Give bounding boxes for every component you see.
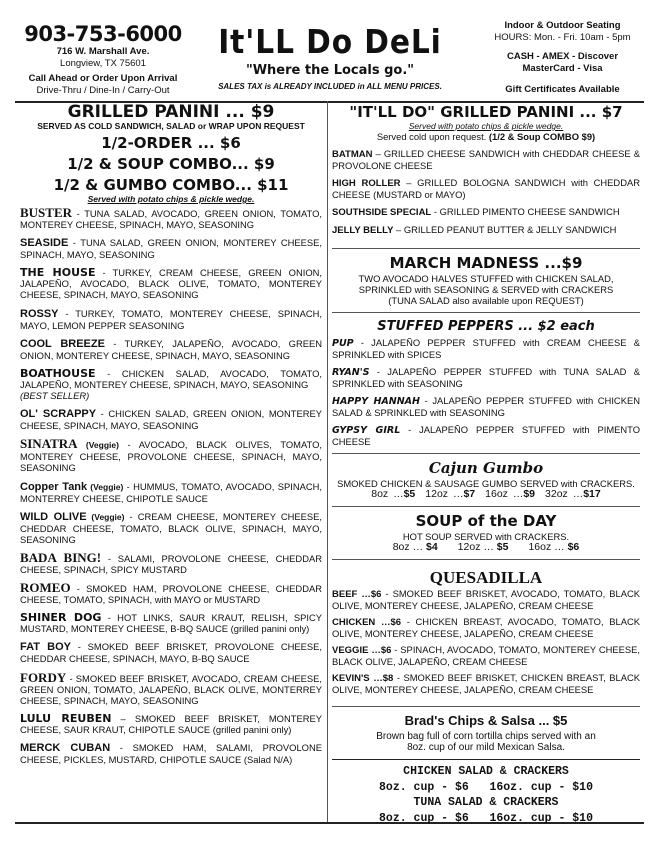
item-name: LULU REUBEN	[20, 711, 112, 725]
grilled-panini-section	[20, 104, 322, 772]
price: $5	[496, 541, 509, 553]
menu-item	[20, 713, 322, 735]
desc-line: Brown bag full of corn tortilla chips served with an	[376, 731, 596, 742]
item-name: BADA BING!	[20, 549, 102, 565]
menu-item	[332, 424, 640, 447]
size: 12oz …	[425, 488, 464, 500]
chicken-salad-title: CHICKEN SALAD & CRACKERS	[403, 765, 569, 778]
menu-item	[332, 206, 640, 218]
section-title: "IT'LL DO" GRILLED PANINI ... $7	[349, 103, 623, 121]
soup-section	[332, 511, 640, 560]
price: $5	[403, 488, 416, 500]
stuffed-peppers-section	[332, 317, 640, 454]
item-description: – SMOKED BEEF BRISKET, MONTEREY CHEESE, SAUR KRAUT, CHIPOTLE SAUCE (grilled panini only)	[20, 712, 322, 735]
item-description: - SMOKED HAM, SALAMI, PROVOLONE CHEESE, PICKLES, MUSTARD, CHIPOTLE SAUCE (Salad N/A)	[20, 742, 322, 765]
menu-item	[332, 644, 640, 667]
menu-item	[332, 395, 640, 418]
menu-item	[332, 337, 640, 360]
combo-note: (1/2 & Soup COMBO $9)	[488, 131, 596, 142]
item-description: – GRILLED BOLOGNA SANDWICH with CHEDDAR CHEESE (MUSTARD or MAYO)	[332, 177, 640, 200]
store-info	[470, 20, 655, 96]
menu-item	[20, 612, 322, 634]
half-order: 1/2-ORDER ... $6	[101, 134, 241, 152]
item-note: (BEST SELLER)	[20, 389, 90, 401]
item-description: - CREAM CHEESE, MONTEREY CHEESE, CHEDDAR CHEESE, TOMATO, BLACK OLIVE, SPINACH, MAYO, SEASONING	[20, 510, 322, 545]
size-price	[485, 488, 535, 500]
size: 8oz …	[371, 488, 404, 500]
cajun-gumbo-section	[332, 458, 640, 507]
item-description: - HOT LINKS, SAUR KRAUT, RELISH, SPICY MUSTARD, MONTEREY CHEESE, B-BQ SAUCE (grilled panini only)	[20, 612, 322, 635]
tagline: "Where the Locals go."	[245, 63, 415, 78]
veggie-label: (Veggie)	[87, 481, 124, 492]
payment-1: CASH - AMEX - Discover	[506, 51, 619, 62]
section-title: STUFFED PEPPERS ... $2 each	[377, 319, 595, 334]
phone-number: 903-753-6000	[24, 22, 182, 46]
size-price	[371, 488, 415, 500]
tuna-salad-title: TUNA SALAD & CRACKERS	[413, 796, 559, 809]
itll-do-section	[332, 104, 640, 249]
item-description: - SMOKED BEEF BRISKET, AVOCADO, TOMATO, BLACK OLIVE, MONTEREY CHEESE, JALAPEÑO, CREAM CHEESE	[332, 588, 640, 611]
item-name: RYAN'S	[332, 367, 370, 378]
item-description: - SMOKED HAM, PROVOLONE CHEESE, CHEDDAR CHEESE, TOMATO, SPINACH, with MAYO or MUSTARD	[20, 583, 322, 606]
section-subtitle: SERVED AS COLD SANDWICH, SALAD or WRAP UPON REQUEST	[37, 121, 305, 131]
item-name: COOL BREEZE	[20, 337, 105, 350]
service-options: Drive-Thru / Dine-In / Carry-Out	[36, 84, 170, 96]
menu-item	[332, 366, 640, 389]
item-description: - JALAPEÑO PEPPER STUFFED with TUNA SALAD & SPRINKLED with SEASONING	[332, 366, 640, 389]
item-description: - JALAPEÑO PEPPER STUFFED with CREAM CHEESE & SPRINKLED with SPICES	[332, 337, 640, 360]
item-name: VEGGIE …$6	[332, 645, 392, 656]
section-title: SOUP of the DAY	[415, 512, 557, 530]
right-column	[332, 104, 640, 826]
item-description: - SALAMI, PROVOLONE CHEESE, CHEDDAR CHEESE, SPINACH, SPICY MUSTARD	[20, 552, 322, 575]
size-price	[528, 541, 579, 553]
item-name: WILD OLIVE	[20, 510, 87, 523]
item-name: SOUTHSIDE SPECIAL	[332, 207, 432, 218]
menu-item	[332, 177, 640, 200]
menu-item	[20, 408, 322, 431]
hours: HOURS: Mon. - Fri. 10am - 5pm	[494, 31, 631, 43]
price: $6	[567, 541, 580, 553]
chicken-salad-prices: 8oz. cup - $6 16oz. cup - $10	[379, 780, 593, 794]
price: $4	[425, 541, 438, 553]
item-description: - SPINACH, AVOCADO, TOMATO, MONTEREY CHEESE, BLACK OLIVE, JALAPEÑO, CREAM CHEESE	[332, 644, 641, 667]
menu-item	[332, 672, 640, 695]
tax-note: SALES TAX is ALREADY INCLUDED in ALL MENU PRICES.	[218, 82, 442, 91]
contact-info	[18, 22, 188, 96]
menu-item	[20, 438, 322, 473]
size: 16oz …	[485, 488, 524, 500]
menu-item	[20, 641, 322, 664]
item-name: KEVIN'S …$8	[332, 673, 394, 684]
item-description: - TUNA SALAD, AVOCADO, GREEN ONION, TOMATO, MONTEREY CHEESE, SPINACH, MAYO, SEASONING	[20, 208, 322, 230]
size-price	[393, 541, 438, 553]
price: $7	[463, 488, 476, 500]
item-description: - CHICKEN SALAD, GREEN ONION, MONTEREY CHEESE, SPINACH, MAYO, SEASONING	[20, 408, 322, 432]
item-description: - JALAPEÑO PEPPER STUFFED with PIMENTO CHEESE	[332, 424, 641, 447]
desc: SMOKED CHICKEN & SAUSAGE GUMBO SERVED with CRACKERS.	[337, 478, 635, 489]
item-name: SHINER DOG	[20, 611, 102, 625]
veggie-label: (Veggie)	[77, 440, 119, 451]
item-name: BOATHOUSE	[20, 366, 96, 380]
size: 12oz …	[457, 541, 497, 553]
menu-item	[332, 224, 640, 236]
item-name: FORDY	[20, 669, 67, 685]
menu-item	[20, 237, 322, 260]
gumbo-combo: 1/2 & GUMBO COMBO... $11	[53, 176, 289, 194]
item-name: Copper Tank	[20, 480, 88, 493]
size-price	[458, 541, 509, 553]
veggie-label: (Veggie)	[86, 511, 125, 522]
size-price	[425, 488, 475, 500]
item-description: - HUMMUS, TOMATO, AVOCADO, SPINACH, MONTERREY CHEESE, CHIPOTLE SAUCE	[20, 480, 322, 504]
item-description: - CHICKEN SALAD, AVOCADO, TOMATO, JALAPEÑO, MONTEREY CHEESE, SPINACH, MAYO, SEASONING	[20, 367, 322, 390]
item-description: - SMOKED BEEF BRISKET, PROVOLONE CHEESE, CHEDDAR CHEESE, SPINACH, MAYO, B-BQ SAUCE	[20, 641, 323, 665]
march-madness-section	[332, 253, 640, 313]
item-description: - TURKEY, CREAM CHEESE, GREEN ONION, JALAPEÑO, AVOCADO, BLACK OLIVE, TOMATO, MONTEREY CHEESE, SPINACH, MAYO, SEASONING	[20, 267, 322, 301]
item-description: - SMOKED BEEF BRISKET, CHICKEN BREAST, BLACK OLIVE, MONTEREY CHEESE, JALAPEÑO, CREAM CHEESE	[332, 672, 640, 695]
item-name: OL' SCRAPPY	[20, 408, 97, 421]
desc-line: 8oz. cup of our mild Mexican Salsa.	[407, 742, 565, 753]
menu-item	[20, 338, 322, 361]
tuna-salad-prices: 8oz. cup - $6 16oz. cup - $10	[379, 811, 593, 825]
menu-item	[20, 267, 322, 300]
item-description: - JALAPEÑO PEPPER STUFFED with CHICKEN SALAD & SPRINKLED with SEASONING	[332, 395, 640, 418]
section-title: QUESADILLA	[429, 568, 543, 587]
menu-item	[20, 308, 322, 331]
item-description: - SMOKED BEEF BRISKET, AVOCADO, CREAM CHEESE, GREEN ONION, TOMATO, JALAPEÑO, BLACK OLIVE, MONTERREY CHEESE, SPINACH, MAYO, SEASONING	[20, 672, 322, 706]
desc-line: SPRINKLED with SEASONING & SERVED with CRACKERS	[358, 284, 614, 295]
address-line2: Longview, TX 75601	[60, 57, 146, 69]
section-title: Cajun Gumbo	[428, 459, 544, 477]
section-title: GRILLED PANINI ... $9	[67, 102, 275, 122]
item-name: THE HOUSE	[20, 266, 96, 280]
menu-item	[20, 582, 322, 605]
item-name: BUSTER	[20, 205, 73, 220]
payment-2: MasterCard - Visa	[522, 62, 603, 74]
desc: HOT SOUP SERVED with CRACKERS.	[402, 531, 570, 542]
desc-line: (TUNA SALAD also available upon REQUEST)	[388, 295, 584, 306]
menu-item	[332, 588, 640, 611]
menu-item	[20, 511, 322, 545]
menu-item	[20, 481, 322, 504]
gift-certificates: Gift Certificates Available	[505, 84, 620, 95]
item-name: CHICKEN …$6	[332, 617, 402, 628]
section-title: MARCH MADNESS ...$9	[389, 254, 583, 272]
item-name: HAPPY HANNAH	[332, 396, 420, 407]
desc-line: TWO AVOCADO HALVES STUFFED with CHICKEN SALAD,	[358, 273, 614, 284]
menu-item	[20, 742, 322, 765]
item-description: - TURKEY, JALAPEÑO, AVOCADO, GREEN ONION, MONTEREY CHEESE, SPINACH, MAYO, SEASONING	[20, 337, 322, 361]
chips-section	[332, 711, 640, 760]
item-description: - GRILLED PIMENTO CHEESE SANDWICH	[431, 206, 620, 217]
item-name: BEEF …$6	[332, 589, 382, 600]
item-description: - AVOCADO, BLACK OLIVES, TOMATO, MONTEREY CHEESE, PROVOLONE CHEESE, SPINACH, MAYO, SEASONING	[20, 439, 322, 474]
seating: Indoor & Outdoor Seating	[504, 20, 621, 31]
price: $9	[523, 488, 536, 500]
item-name: SEASIDE	[20, 237, 69, 250]
item-name: GYPSY GIRL	[332, 425, 401, 436]
menu-item	[332, 616, 640, 639]
brand	[190, 22, 470, 91]
logo: It'LL Do DeLi	[218, 22, 442, 61]
size-price	[545, 488, 601, 500]
item-name: FAT BOY	[20, 641, 72, 654]
size: 32oz …	[545, 488, 584, 500]
item-description: - TURKEY, TOMATO, MONTEREY CHEESE, SPINACH, MAYO, LEMON PEPPER SEASONING	[20, 307, 322, 331]
item-name: BATMAN	[332, 149, 373, 160]
cold-note: Served cold upon request.	[376, 131, 489, 142]
quesadilla-section	[332, 568, 640, 707]
item-description: - CHICKEN BREAST, AVOCADO, TOMATO, BLACK OLIVE, MONTEREY CHEESE, JALAPEÑO, CREAM CHEESE	[332, 616, 640, 639]
size: 16oz …	[528, 541, 568, 553]
item-name: SINATRA	[20, 436, 78, 452]
menu-item	[332, 148, 640, 171]
call-ahead: Call Ahead or Order Upon Arrival	[28, 73, 178, 84]
size: 8oz …	[392, 541, 426, 553]
menu-item	[20, 207, 322, 230]
item-name: JELLY BELLY	[332, 225, 394, 236]
section-title: Brad's Chips & Salsa ... $5	[404, 713, 568, 728]
menu-item	[20, 368, 322, 401]
salads-section	[332, 764, 640, 826]
served-note: Served with potato chips & pickle wedge.	[408, 121, 564, 131]
served-note: Served with potato chips & pickle wedge.	[87, 194, 255, 204]
item-name: ROMEO	[20, 580, 71, 596]
item-name: ROSSY	[20, 307, 59, 320]
divider	[327, 101, 328, 823]
price: $17	[583, 488, 601, 500]
soup-combo: 1/2 & SOUP COMBO... $9	[67, 155, 275, 173]
menu-item	[20, 549, 322, 575]
item-name: PUP	[332, 338, 354, 349]
item-description: - TUNA SALAD, GREEN ONION, MONTEREY CHEESE, SPINACH, MAYO, SEASONING	[20, 237, 322, 261]
item-description: – GRILLED PEANUT BUTTER & JELLY SANDWICH	[393, 224, 617, 235]
item-name: HIGH ROLLER	[332, 178, 401, 189]
address-line1: 716 W. Marshall Ave.	[56, 46, 150, 57]
item-name: MERCK CUBAN	[20, 742, 111, 754]
item-description: – GRILLED CHEESE SANDWICH with CHEDDAR CHEESE & PROVOLONE CHEESE	[332, 148, 640, 171]
menu-item	[20, 669, 322, 706]
